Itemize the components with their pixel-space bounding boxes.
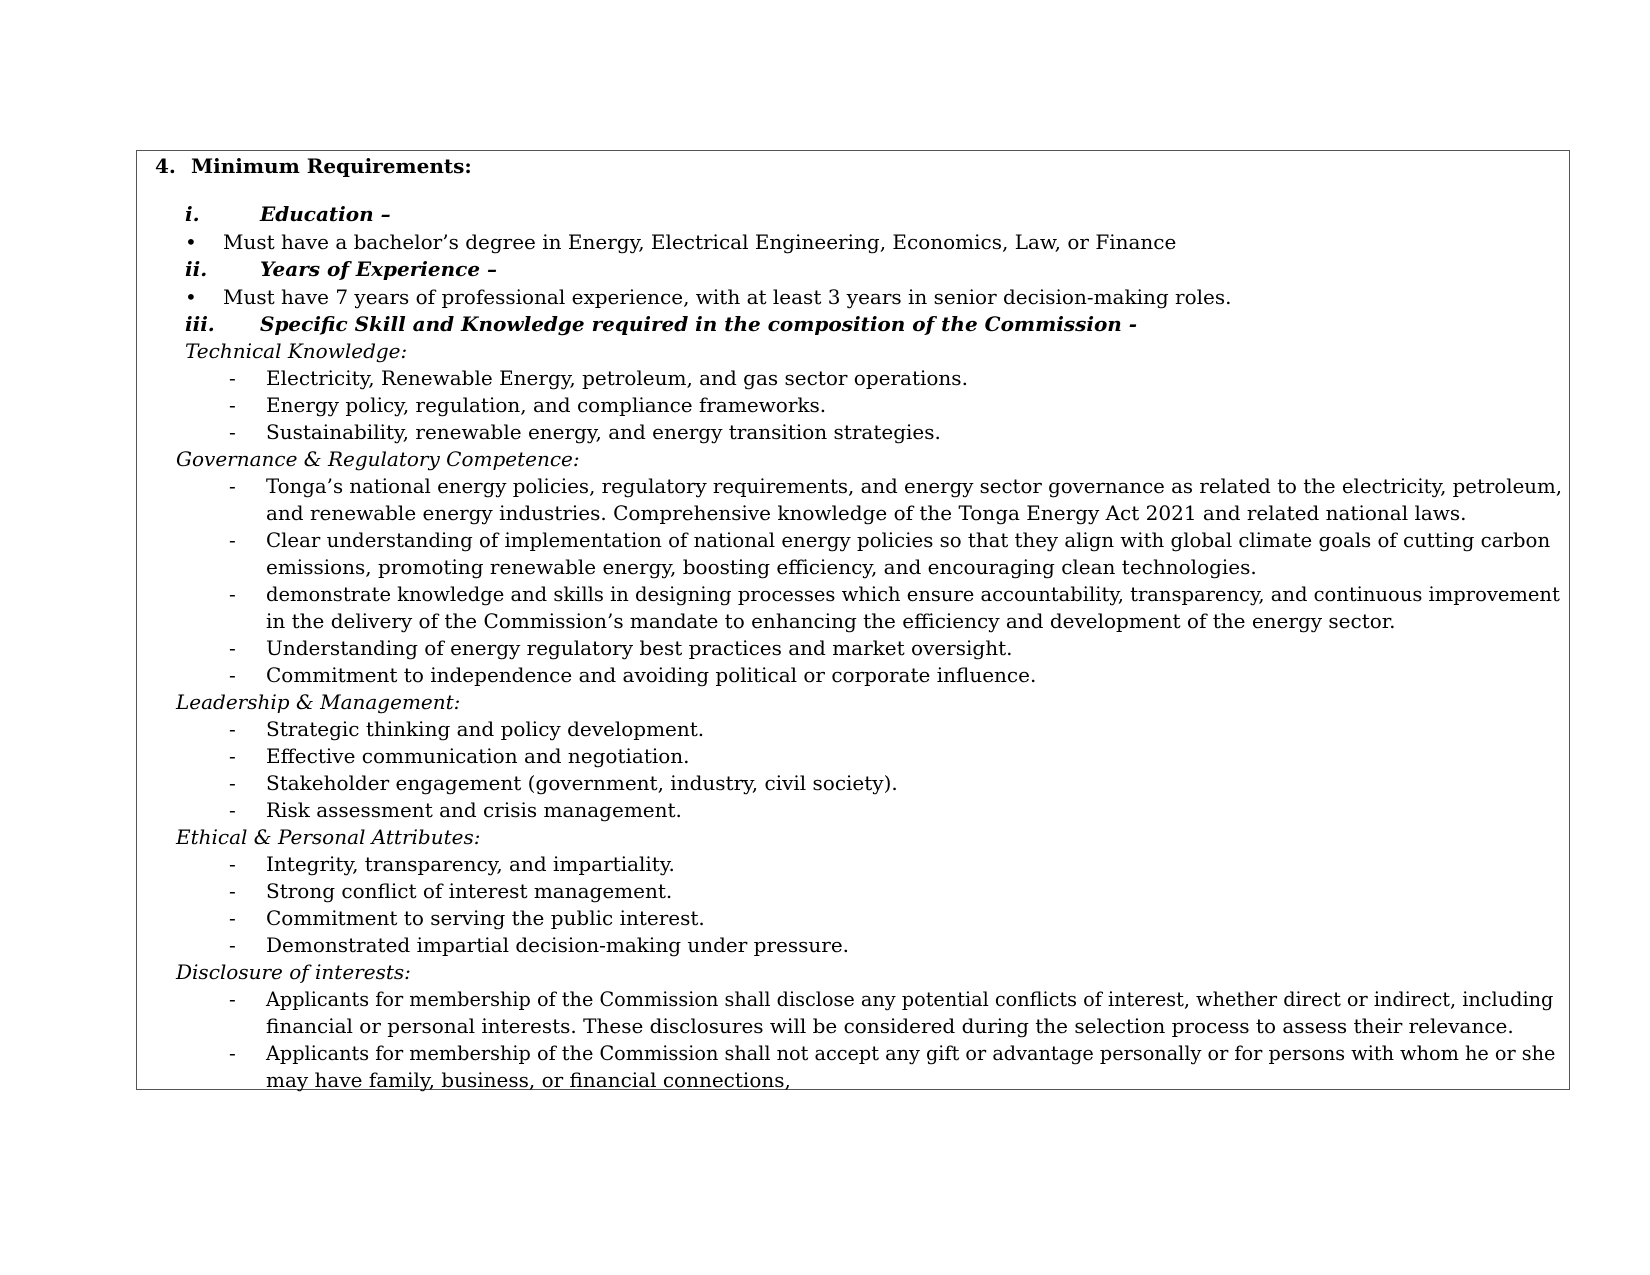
bullet-icon: • xyxy=(185,285,197,309)
experience-requirement: Must have 7 years of professional experience, with at least 3 years in senior decision-making roles. xyxy=(223,285,1232,309)
section-title: Minimum Requirements: xyxy=(191,154,472,178)
ethical-label: Ethical & Personal Attributes: xyxy=(176,825,481,849)
disclosure-item-continued: may have family, business, or financial connections, xyxy=(266,1068,791,1092)
technical-label: Technical Knowledge: xyxy=(185,339,408,363)
technical-item: Energy policy, regulation, and compliance frameworks. xyxy=(266,393,827,417)
dash-icon: - xyxy=(229,393,236,417)
skills-roman: iii. xyxy=(185,312,215,336)
dash-icon: - xyxy=(229,474,236,498)
dash-icon: - xyxy=(229,879,236,903)
dash-icon: - xyxy=(229,771,236,795)
governance-item-continued: and renewable energy industries. Comprehensive knowledge of the Tonga Energy Act 2021 and related national laws. xyxy=(266,501,1467,525)
leadership-label: Leadership & Management: xyxy=(176,690,461,714)
dash-icon: - xyxy=(229,366,236,390)
dash-icon: - xyxy=(229,1041,236,1065)
experience-title: Years of Experience – xyxy=(260,257,498,281)
ethical-item: Integrity, transparency, and impartiality. xyxy=(266,852,675,876)
experience-roman: ii. xyxy=(185,257,208,281)
dash-icon: - xyxy=(229,852,236,876)
section-heading xyxy=(155,153,472,180)
disclosure-label: Disclosure of interests: xyxy=(176,960,411,984)
governance-label: Governance & Regulatory Competence: xyxy=(176,447,580,471)
dash-icon: - xyxy=(229,906,236,930)
dash-icon: - xyxy=(229,717,236,741)
dash-icon: - xyxy=(229,582,236,606)
ethical-item: Demonstrated impartial decision-making under pressure. xyxy=(266,933,850,957)
governance-item: Tonga’s national energy policies, regulatory requirements, and energy sector governance as related to the electricity, petroleum, xyxy=(266,475,1562,498)
education-title: Education – xyxy=(260,202,391,226)
leadership-item: Strategic thinking and policy development. xyxy=(266,717,705,741)
bullet-icon: • xyxy=(185,230,197,254)
ethical-item: Commitment to serving the public interest. xyxy=(266,906,705,930)
ethical-item: Strong conflict of interest management. xyxy=(266,879,673,903)
skills-heading xyxy=(185,311,1137,338)
governance-item-continued: in the delivery of the Commission’s mandate to enhancing the efficiency and development of the energy sector. xyxy=(266,609,1396,633)
governance-item: demonstrate knowledge and skills in designing processes which ensure accountability, transparency, and continuous improvement xyxy=(266,583,1560,606)
education-heading xyxy=(185,201,391,228)
dash-icon: - xyxy=(229,420,236,444)
technical-item: Sustainability, renewable energy, and energy transition strategies. xyxy=(266,420,941,444)
leadership-item: Stakeholder engagement (government, industry, civil society). xyxy=(266,771,898,795)
leadership-item: Risk assessment and crisis management. xyxy=(266,798,682,822)
dash-icon: - xyxy=(229,663,236,687)
technical-item: Electricity, Renewable Energy, petroleum, and gas sector operations. xyxy=(266,366,968,390)
dash-icon: - xyxy=(229,528,236,552)
disclosure-item: Applicants for membership of the Commission shall not accept any gift or advantage personally or for persons with whom he or she xyxy=(266,1042,1556,1065)
disclosure-item: Applicants for membership of the Commission shall disclose any potential conflicts of interest, whether direct or indirect, including xyxy=(266,988,1554,1011)
governance-item: Commitment to independence and avoiding political or corporate influence. xyxy=(266,663,1037,687)
dash-icon: - xyxy=(229,798,236,822)
section-number: 4. xyxy=(155,154,176,178)
leadership-item: Effective communication and negotiation. xyxy=(266,744,690,768)
disclosure-item-continued: financial or personal interests. These disclosures will be considered during the selection process to assess their relevance. xyxy=(266,1014,1514,1038)
governance-item-continued: emissions, promoting renewable energy, boosting efficiency, and encouraging clean technologies. xyxy=(266,555,1257,579)
dash-icon: - xyxy=(229,987,236,1011)
education-requirement: Must have a bachelor’s degree in Energy, Electrical Engineering, Economics, Law, or Finance xyxy=(223,230,1177,254)
education-roman: i. xyxy=(185,202,200,226)
experience-heading xyxy=(185,256,497,283)
governance-item: Understanding of energy regulatory best practices and market oversight. xyxy=(266,636,1013,660)
skills-title: Specific Skill and Knowledge required in the composition of the Commission - xyxy=(260,312,1138,336)
dash-icon: - xyxy=(229,636,236,660)
dash-icon: - xyxy=(229,744,236,768)
dash-icon: - xyxy=(229,933,236,957)
governance-item: Clear understanding of implementation of national energy policies so that they align with global climate goals of cutting carbon xyxy=(266,529,1551,552)
